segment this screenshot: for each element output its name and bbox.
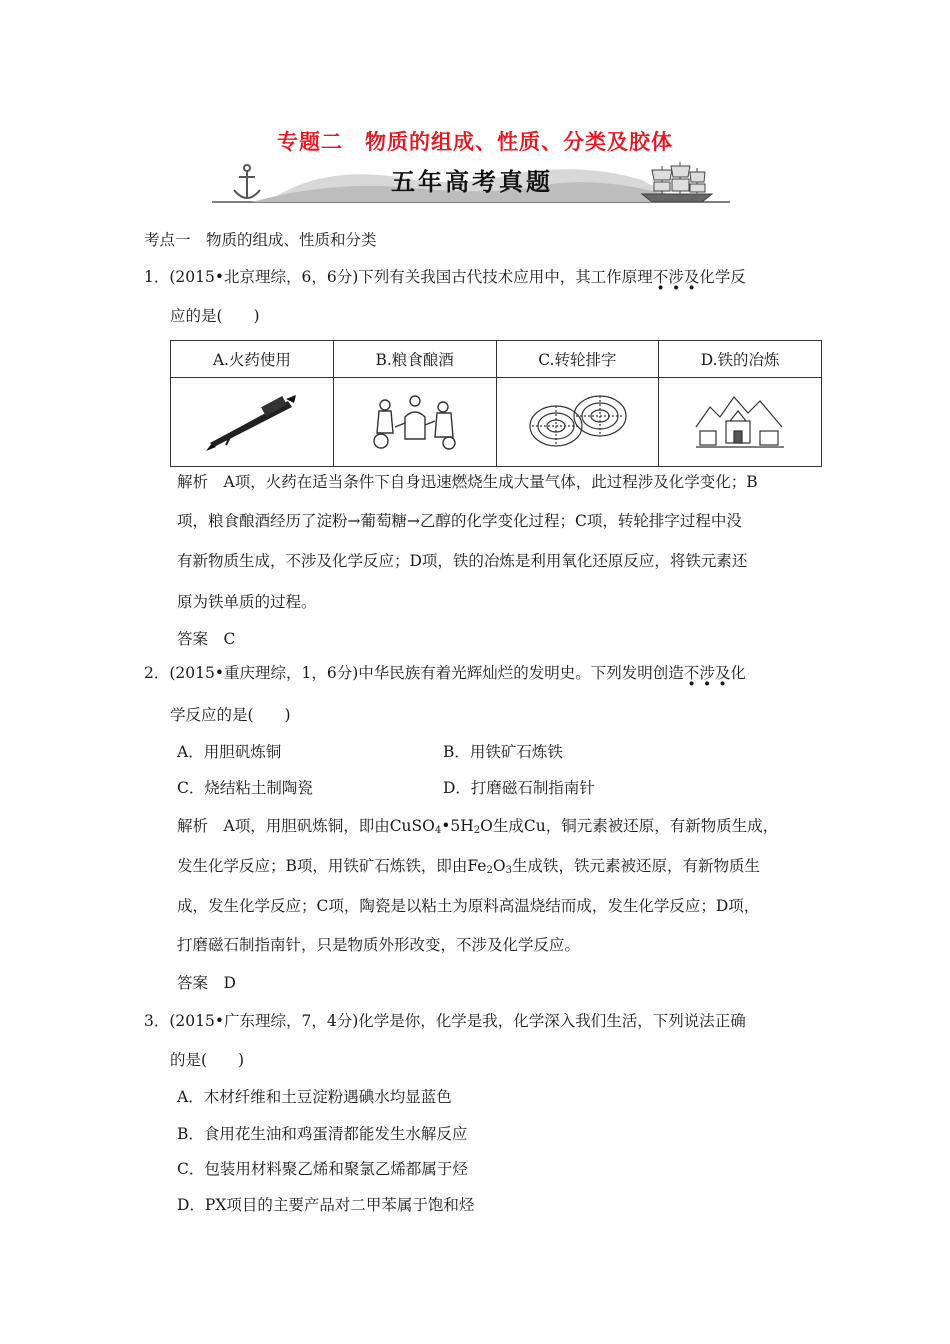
anchor-icon [234, 165, 260, 198]
question-number: 1． [144, 268, 170, 286]
emphasis-char: 不 [683, 664, 700, 682]
page-title: 专题二 物质的组成、性质、分类及胶体 [277, 130, 673, 154]
question-number: 3． [144, 1012, 170, 1030]
option-a-label: A.火药使用 [171, 341, 334, 378]
question-1-answer: 答案 C [177, 630, 236, 648]
question-3-option-c: C．包装用材料聚乙烯和聚氯乙烯都属于烃 [177, 1160, 468, 1178]
question-1-stem: 1．(2015•北京理综，6，6分)下列有关我国古代技术应用中，其工作原理不涉及化学反 [144, 268, 746, 286]
question-1-options-table [170, 340, 822, 467]
question-3-option-a: A．木材纤维和土豆淀粉遇碘水均显蓝色 [177, 1088, 452, 1106]
question-2-option-d: D．打磨磁石制指南针 [443, 779, 595, 797]
option-c-label: C.转轮排字 [496, 341, 659, 378]
banner-text: 五年高考真题 [391, 168, 553, 196]
question-2-analysis-line: 发生化学反应；B项，用铁矿石炼铁，即由$Fe_2O_3$生成铁，铁元素被还原，有新物质生 [177, 857, 760, 876]
question-2-analysis-line: 打磨磁石制指南针，只是物质外形改变，不涉及化学反应。 [177, 936, 581, 954]
question-2-option-c: C．烧结粘土制陶瓷 [177, 779, 313, 797]
question-2-analysis-line: 成，发生化学反应；C项，陶瓷是以粘土为原料高温烧结而成，发生化学反应；D项， [177, 897, 760, 915]
type-wheel-image [496, 378, 659, 467]
question-2-stem-cont: 学反应的是( ) [170, 706, 291, 724]
question-2-option-b: B．用铁矿石炼铁 [443, 743, 563, 761]
section-heading: 考点一 物质的组成、性质和分类 [144, 231, 377, 249]
question-3-option-d: D．PX项目的主要产品对二甲苯属于饱和烃 [177, 1196, 475, 1214]
question-2-stem: 2．(2015•重庆理综，1，6分)中华民族有着光辉灿烂的发明史。下列发明创造不涉及化 [144, 664, 746, 682]
question-2-option-a: A．用胆矾炼铜 [177, 743, 282, 761]
question-1-analysis-line: 有新物质生成，不涉及化学反应；D项，铁的冶炼是利用氧化还原反应，将铁元素还 [177, 552, 748, 570]
question-number: 2． [144, 664, 170, 682]
option-d-label: D.铁的冶炼 [659, 341, 822, 378]
question-1-stem-cont: 应的是( ) [170, 307, 260, 325]
question-1-analysis-line: 项，粮食酿酒经历了淀粉→葡萄糖→乙醇的化学变化过程；C项，转轮排字过程中没 [177, 512, 742, 530]
sailing-ship-icon [642, 162, 712, 202]
question-2-analysis-line: 解析 A项，用胆矾炼铜，即由$CuSO_4•5H_2O$生成Cu，铜元素被还原，有新物质生成， [177, 817, 779, 836]
section-banner [212, 158, 732, 206]
emphasis-char: 及 [714, 664, 731, 682]
emphasis-char: 不 [652, 268, 669, 286]
option-b-label: B.粮食酿酒 [333, 341, 496, 378]
question-1-analysis-line: 解析 A项，火药在适当条件下自身迅速燃烧生成大量气体，此过程涉及化学变化；B [177, 473, 758, 491]
question-2-answer: 答案 D [177, 974, 236, 992]
question-1-analysis-line: 原为铁单质的过程。 [177, 593, 317, 611]
emphasis-char: 涉 [668, 268, 684, 286]
brewing-image [333, 378, 496, 467]
question-3-stem-cont: 的是( ) [170, 1051, 245, 1069]
emphasis-char: 及 [683, 268, 700, 286]
emphasis-char: 涉 [699, 664, 715, 682]
question-3-option-b: B．食用花生油和鸡蛋清都能发生水解反应 [177, 1125, 468, 1143]
rocket-image [171, 378, 334, 467]
iron-smelting-image [659, 378, 822, 467]
question-3-stem: 3．(2015•广东理综，7，4分)化学是你，化学是我，化学深入我们生活，下列说法正确 [144, 1012, 746, 1030]
